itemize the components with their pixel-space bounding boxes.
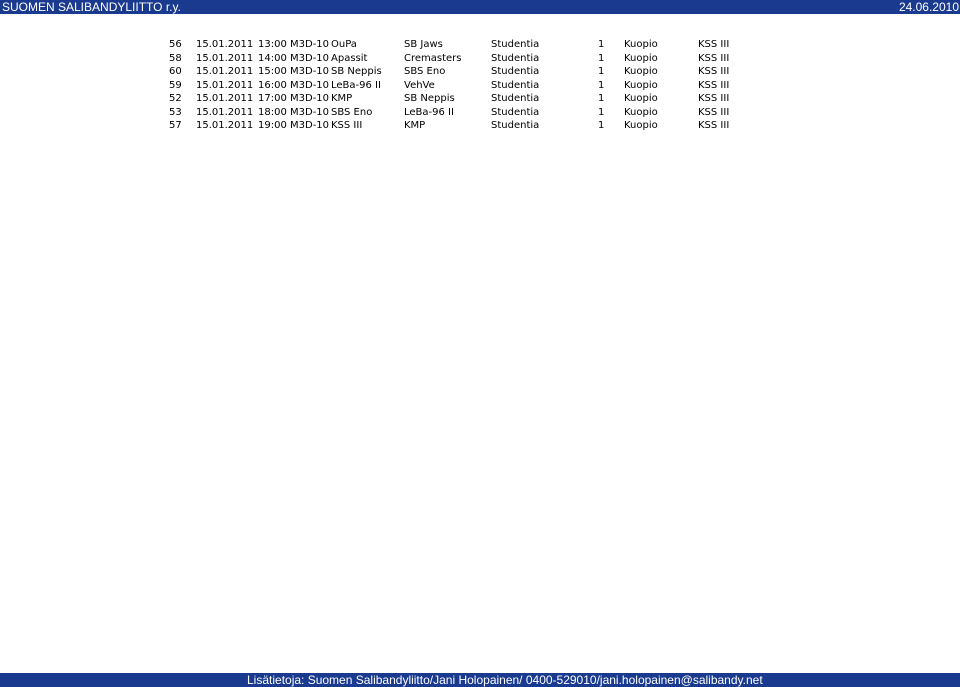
match-schedule	[0, 38, 960, 133]
city: Kuopio	[624, 120, 658, 131]
match-number: 58	[169, 52, 182, 64]
city: Kuopio	[624, 52, 658, 64]
organizer: KSS III	[698, 66, 730, 77]
match-time: 13:00	[258, 39, 287, 50]
city: Kuopio	[624, 39, 658, 50]
division: M3D-10	[290, 120, 330, 131]
away-team: Cremasters	[404, 52, 462, 64]
organizer: KSS III	[698, 79, 730, 91]
match-time: 19:00	[258, 120, 287, 131]
home-team: KSS III	[331, 120, 363, 131]
table-row	[0, 38, 960, 52]
home-team: SB Neppis	[331, 66, 382, 77]
match-time: 17:00	[258, 93, 287, 104]
organizer: KSS III	[698, 106, 730, 118]
city: Kuopio	[624, 66, 658, 77]
venue: Studentia	[491, 93, 540, 104]
city: Kuopio	[624, 106, 658, 118]
match-time: 14:00	[258, 52, 287, 64]
match-number: 57	[169, 120, 182, 131]
division: M3D-10	[290, 93, 330, 104]
organizer: KSS III	[698, 120, 730, 131]
away-team: VehVe	[404, 79, 435, 91]
venue: Studentia	[491, 39, 540, 50]
venue: Studentia	[491, 120, 540, 131]
organizer: KSS III	[698, 52, 730, 64]
field-number: 1	[598, 93, 605, 104]
match-time: 15:00	[258, 66, 287, 77]
field-number: 1	[598, 52, 605, 64]
venue: Studentia	[491, 106, 540, 118]
division: M3D-10	[290, 66, 330, 77]
match-number: 60	[169, 66, 182, 77]
away-team: KMP	[404, 120, 426, 131]
table-row	[0, 92, 960, 106]
home-team: Apassit	[331, 52, 368, 64]
table-row	[0, 106, 960, 120]
match-date: 15.01.2011	[196, 52, 254, 64]
division: M3D-10	[290, 52, 330, 64]
field-number: 1	[598, 106, 605, 118]
match-time: 16:00	[258, 79, 287, 91]
org-name: SUOMEN SALIBANDYLIITTO r.y.	[2, 0, 181, 14]
home-team: KMP	[331, 93, 353, 104]
away-team: SBS Eno	[404, 66, 446, 77]
footer-bar	[0, 673, 960, 687]
field-number: 1	[598, 66, 605, 77]
match-date: 15.01.2011	[196, 39, 254, 50]
away-team: LeBa-96 II	[404, 106, 454, 118]
match-time: 18:00	[258, 106, 287, 118]
match-number: 52	[169, 93, 182, 104]
match-number: 53	[169, 106, 182, 118]
match-date: 15.01.2011	[196, 106, 254, 118]
venue: Studentia	[491, 52, 540, 64]
header-bar	[0, 0, 960, 14]
field-number: 1	[598, 120, 605, 131]
match-date: 15.01.2011	[196, 93, 254, 104]
city: Kuopio	[624, 79, 658, 91]
match-date: 15.01.2011	[196, 79, 254, 91]
home-team: LeBa-96 II	[331, 79, 381, 91]
home-team: SBS Eno	[331, 106, 373, 118]
match-number: 59	[169, 79, 182, 91]
table-row	[0, 79, 960, 93]
division: M3D-10	[290, 106, 330, 118]
field-number: 1	[598, 79, 605, 91]
division: M3D-10	[290, 39, 330, 50]
venue: Studentia	[491, 66, 540, 77]
match-number: 56	[169, 39, 182, 50]
match-date: 15.01.2011	[196, 66, 254, 77]
table-row	[0, 119, 960, 133]
contact-info: Lisätietoja: Suomen Salibandyliitto/Jani Holopainen/ 0400-529010/jani.holopainen@salibandy.net	[247, 673, 763, 687]
city: Kuopio	[624, 93, 658, 104]
field-number: 1	[598, 39, 605, 50]
table-row	[0, 52, 960, 66]
away-team: SB Neppis	[404, 93, 455, 104]
division: M3D-10	[290, 79, 330, 91]
venue: Studentia	[491, 79, 540, 91]
print-date: 24.06.2010	[898, 0, 959, 14]
home-team: OuPa	[331, 39, 357, 50]
table-row	[0, 65, 960, 79]
away-team: SB Jaws	[404, 39, 443, 50]
match-date: 15.01.2011	[196, 120, 254, 131]
organizer: KSS III	[698, 93, 730, 104]
organizer: KSS III	[698, 39, 730, 50]
